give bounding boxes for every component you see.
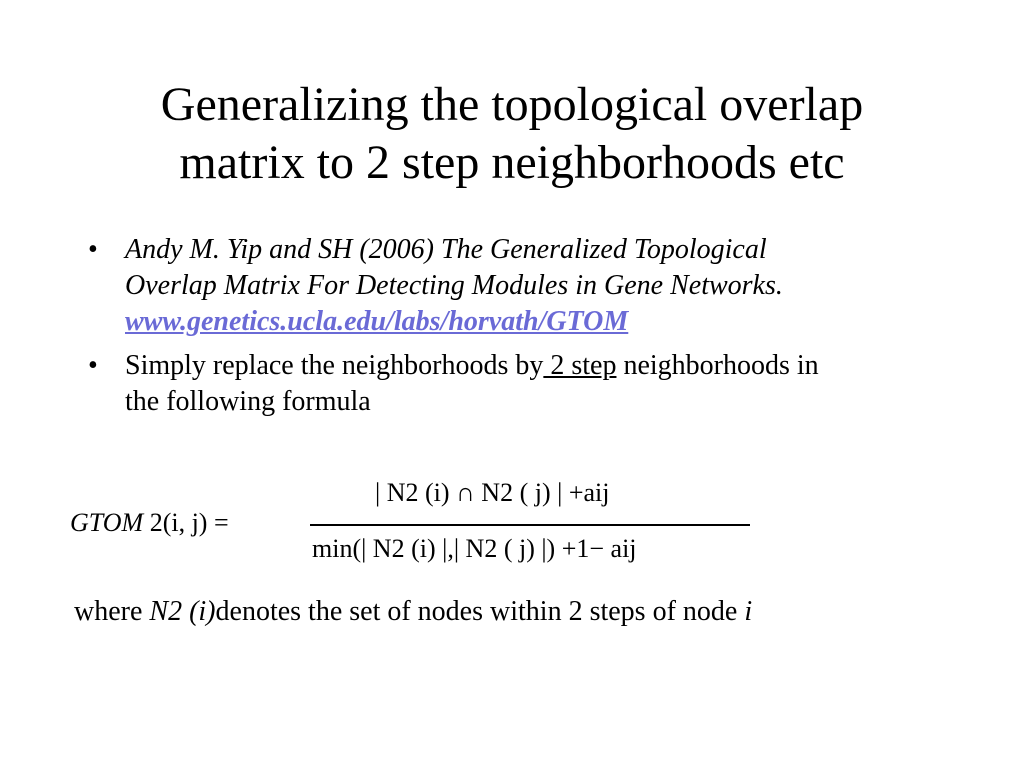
gtom-formula xyxy=(70,478,790,588)
where-node: i xyxy=(744,596,753,627)
instruction-underlined: 2 step xyxy=(543,350,617,381)
fraction-bar xyxy=(310,524,750,526)
title-line-2: matrix to 2 step neighborhoods etc xyxy=(179,136,845,189)
where-caption xyxy=(74,596,752,628)
citation-line-1: Andy M. Yip and SH (2006) The Generalized Topological xyxy=(125,234,767,265)
bullet-citation xyxy=(88,232,988,340)
bullet-list xyxy=(88,232,988,428)
where-prefix: where xyxy=(74,596,150,627)
formula-lhs-args: 2(i, j) = xyxy=(143,508,229,537)
formula-lhs xyxy=(70,508,229,538)
bullet-dot: • xyxy=(88,234,98,265)
instruction-line-2: the following formula xyxy=(125,386,371,417)
instruction-text-before: Simply replace the neighborhoods by xyxy=(125,350,544,381)
bullet-dot: • xyxy=(88,350,98,381)
title-line-1: Generalizing the topological overlap xyxy=(160,78,864,131)
bullet-instruction xyxy=(88,348,988,420)
instruction-text-after: neighborhoods in xyxy=(616,350,819,381)
formula-lhs-name: GTOM xyxy=(70,508,144,537)
formula-numerator: | N2 (i) ∩ N2 ( j) | +aij xyxy=(375,478,610,507)
slide-title xyxy=(40,76,984,192)
formula-denominator: min(| N2 (i) |,| N2 ( j) |) +1− aij xyxy=(312,534,637,563)
citation-line-2: Overlap Matrix For Detecting Modules in Gene Networks. xyxy=(125,270,783,301)
gtom-link[interactable]: www.genetics.ucla.edu/labs/horvath/GTOM xyxy=(125,306,629,337)
where-text: denotes the set of nodes within 2 steps of node xyxy=(215,596,745,627)
where-symbol: N2 (i) xyxy=(149,596,216,627)
